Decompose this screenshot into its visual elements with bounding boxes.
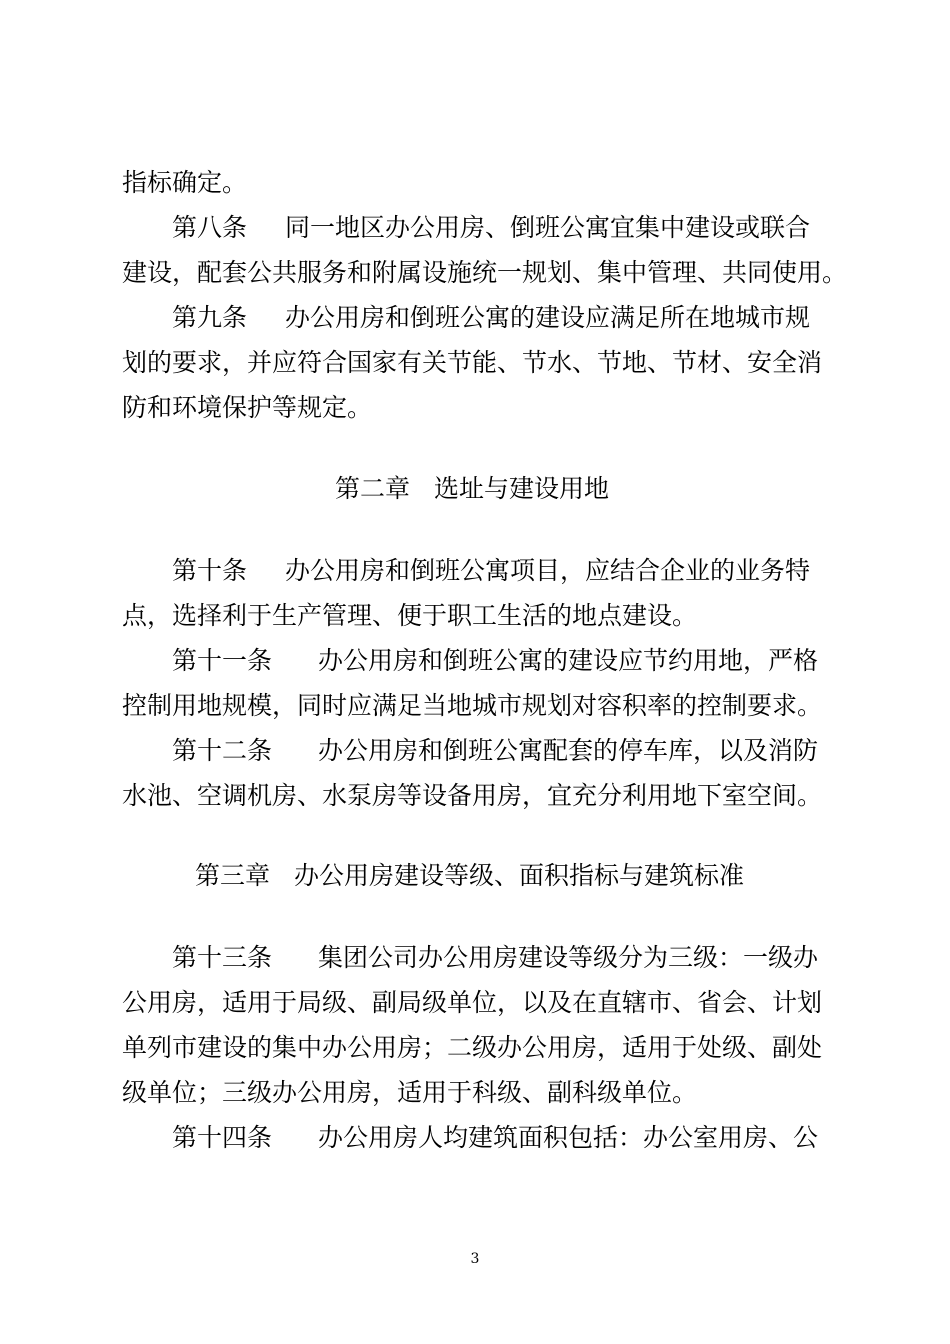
paragraph-line xyxy=(0,1078,950,1108)
article-label: 第十三条 xyxy=(172,943,273,972)
article-text: 单列市建设的集中办公用房；二级办公用房，适用于处级、副处 xyxy=(122,1033,823,1062)
article-text: 防和环境保护等规定。 xyxy=(122,393,373,422)
article-label: 第十条 xyxy=(172,556,248,585)
article-text: 建设，配套公共服务和附属设施统一规划、集中管理、共同使用。 xyxy=(122,258,848,287)
paragraph-line xyxy=(0,1033,950,1063)
article-text: 控制用地规模，同时应满足当地城市规划对容积率的控制要求。 xyxy=(122,691,823,720)
article-text: 集团公司办公用房建设等级分为三级：一级办 xyxy=(318,943,819,972)
paragraph-line xyxy=(0,988,950,1018)
article-text: 划的要求，并应符合国家有关节能、节水、节地、节材、安全消 xyxy=(122,348,823,377)
article-text: 办公用房和倒班公寓的建设应满足所在地城市规 xyxy=(285,303,811,332)
chapter-label: 第三章 xyxy=(195,861,271,890)
article-text: 公用房，适用于局级、副局级单位，以及在直辖市、省会、计划 xyxy=(122,988,823,1017)
chapter-title: 选址与建设用地 xyxy=(434,474,610,503)
article-text: 级单位；三级办公用房，适用于科级、副科级单位。 xyxy=(122,1078,698,1107)
page-number: 3 xyxy=(470,1251,480,1267)
article-label: 第十二条 xyxy=(172,736,273,765)
article-10-heading-line xyxy=(0,556,950,586)
paragraph-line xyxy=(0,168,950,198)
article-11-heading-line xyxy=(0,646,950,676)
article-text: 同一地区办公用房、倒班公寓宜集中建设或联合 xyxy=(285,213,811,242)
article-text: 办公用房和倒班公寓的建设应节约用地，严格 xyxy=(318,646,819,675)
body-text: 指标确定。 xyxy=(122,168,248,197)
article-text: 水池、空调机房、水泵房等设备用房，宜充分利用地下室空间。 xyxy=(122,781,823,810)
article-text: 办公用房和倒班公寓配套的停车库，以及消防 xyxy=(318,736,819,765)
article-text: 办公用房人均建筑面积包括：办公室用房、公 xyxy=(318,1123,819,1152)
paragraph-line xyxy=(0,601,950,631)
article-12-heading-line xyxy=(0,736,950,766)
article-label: 第十四条 xyxy=(172,1123,273,1152)
article-text: 点，选择利于生产管理、便于职工生活的地点建设。 xyxy=(122,601,698,630)
paragraph-line xyxy=(0,348,950,378)
article-8-heading-line xyxy=(0,213,950,243)
chapter-2-heading xyxy=(0,474,950,504)
paragraph-line xyxy=(0,258,950,288)
article-13-heading-line xyxy=(0,943,950,973)
article-label: 第八条 xyxy=(172,213,248,242)
paragraph-line xyxy=(0,393,950,423)
article-14-heading-line xyxy=(0,1123,950,1153)
article-label: 第九条 xyxy=(172,303,248,332)
paragraph-line xyxy=(0,781,950,811)
chapter-3-heading xyxy=(0,861,950,891)
paragraph-line xyxy=(0,691,950,721)
article-text: 办公用房和倒班公寓项目，应结合企业的业务特 xyxy=(285,556,811,585)
chapter-title: 办公用房建设等级、面积指标与建筑标准 xyxy=(294,861,745,890)
article-9-heading-line xyxy=(0,303,950,333)
chapter-label: 第二章 xyxy=(335,474,411,503)
article-label: 第十一条 xyxy=(172,646,273,675)
